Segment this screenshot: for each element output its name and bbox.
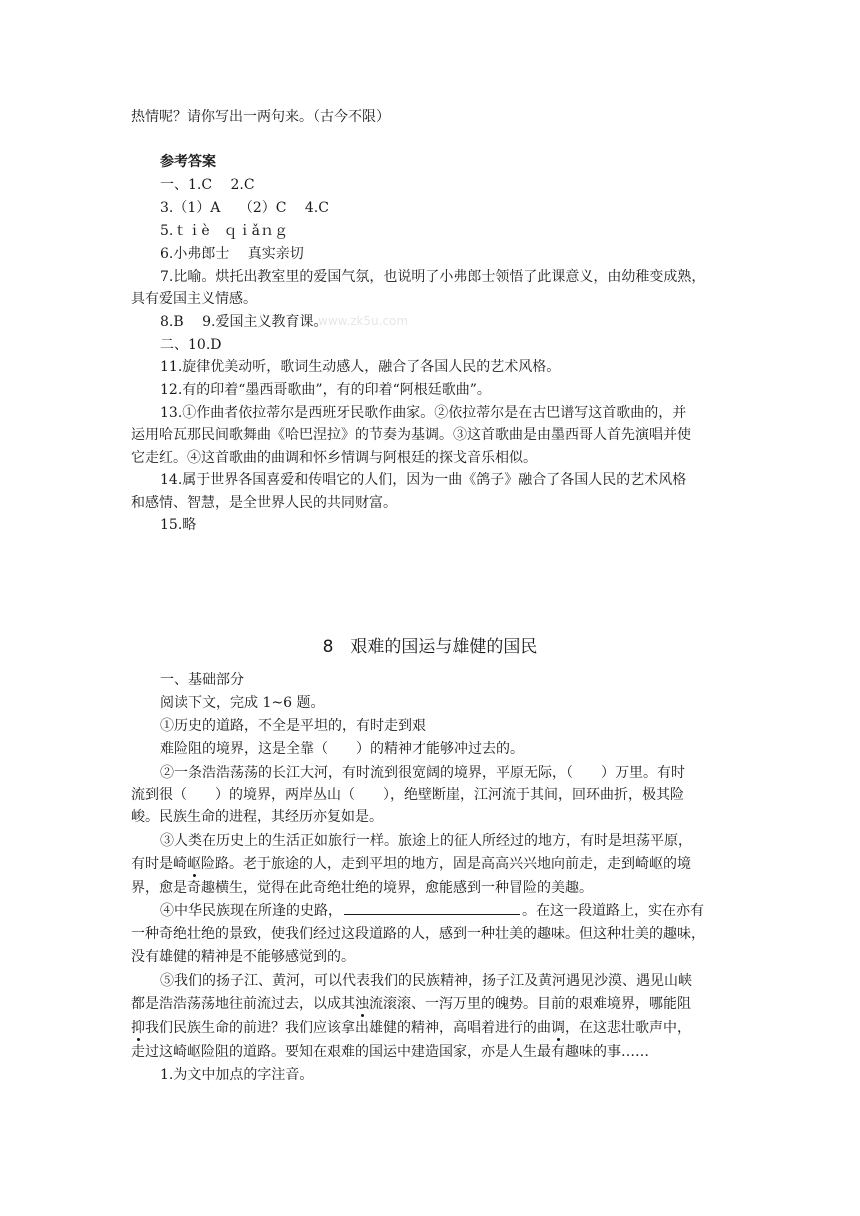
passage-line: 有时是崎岖险路。老于旅途的人，走到平坦的地方，固是高高兴兴地向前走，走到崎岖的境 [131, 856, 691, 872]
passage-line: ①历史的道路，不全是平坦的，有时走到艰 [160, 718, 426, 734]
answer-line: 11.旋律优美动听，歌词生动感人，融合了各国人民的艺术风格。 [160, 359, 561, 375]
answer-line: 3.（1）A （2）C 4.C [160, 200, 329, 216]
passage-line: ⑤我们的扬子江、黄河，可以代表我们的民族精神，扬子江及黄河遇见沙漠、遇见山峡 [160, 973, 692, 989]
answer-line: 14.属于世界各国喜爱和传唱它的人们，因为一曲《鸽子》融合了各国人民的艺术风格 [160, 472, 687, 488]
answer-line: 5.ｔｉè ｑｉǎｎｇ [160, 223, 288, 239]
continued-question-text: 热情呢？请你写出一两句来。（古今不限） [131, 109, 390, 125]
passage-line: 一种奇绝壮绝的景致，使我们经过这段道路的人，感到一种壮美的趣味。但这种壮美的趣味， [131, 926, 705, 942]
answer-line-continued: 具有爱国主义情感。 [131, 291, 257, 307]
passage-line: 走过这崎岖险阻的道路。要知在艰难的国运中建造国家，亦是人生最有趣味的事…… [131, 1044, 649, 1060]
emphasis-dot-char: 抑 [131, 1020, 145, 1036]
answer-line: 15.略 [160, 517, 197, 533]
lesson-title: 8 艰难的国运与雄健的国民 [322, 637, 538, 657]
passage-line: ③人类在历史上的生活正如旅行一样。旅途上的征人所经过的地方，有时是坦荡平原， [160, 833, 692, 849]
question-text: 1.为文中加点的字注音。 [160, 1067, 314, 1083]
passage-line: 峻。民族生命的进程，其经历亦复如是。 [131, 809, 383, 825]
answer-line: 13.①作曲者依拉蒂尔是西班牙民歌作曲家。②依拉蒂尔是在古巴谱写这首歌曲的，并 [160, 405, 687, 421]
passage-line: 抑我们民族生命的前进？我们应该拿出雄健的精神，高唱着进行的曲调，在这悲壮歌声中， [131, 1020, 691, 1036]
watermark: www.zk5u.com [318, 314, 409, 328]
emphasis-dot-char: 调 [551, 1020, 565, 1036]
passage-line: ②一条浩浩荡荡的长江大河，有时流到很宽阔的境界，平原无际，（ ）万里。有时 [160, 765, 685, 781]
fill-in-blank[interactable] [344, 902, 520, 915]
answer-line: 6.小弗郎士 真实亲切 [160, 246, 304, 262]
answer-line: 12.有的印着“墨西哥歌曲”，有的印着“阿根廷歌曲”。 [160, 382, 491, 398]
answer-line: 7.比喻。烘托出教室里的爱国气氛，也说明了小弗郎士领悟了此课意义，由幼稚变成熟， [160, 269, 706, 285]
passage-line: 流到很（ ）的境界，两岸丛山（ ），绝壁断崖，江河流于其间，回环曲折，极其险 [131, 787, 684, 803]
passage-line: ④中华民族现在所逢的史路， 。在这一段道路上，实在亦有 [160, 903, 704, 919]
section-heading: 一、基础部分 [160, 672, 244, 688]
answer-line-continued: 运用哈瓦那民间歌舞曲《哈巴涅拉》的节奏为基调。③这首歌曲是由墨西哥人首先演唱并使 [131, 427, 691, 443]
answer-line: 8.B 9.爱国主义教育课。 [160, 314, 328, 330]
answer-line-continued: 和感情、智慧，是全世界人民的共同财富。 [131, 495, 397, 511]
answer-line-continued: 它走红。④这首歌曲的曲调和怀乡情调与阿根廷的探戈音乐相似。 [131, 450, 537, 466]
emphasis-dot-char: 浊 [355, 996, 369, 1012]
instruction-text: 阅读下文，完成 1~6 题。 [160, 695, 325, 711]
emphasis-dot-char: 岖 [187, 856, 201, 872]
passage-line: 界，愈是奇趣横生，觉得在此奇绝壮绝的境界，愈能感到一种冒险的美趣。 [131, 880, 593, 896]
passage-line: 没有雄健的精神是不能够感觉到的。 [131, 949, 355, 965]
answer-line: 一、1.C 2.C [160, 177, 255, 193]
answer-line: 二、10.D [160, 337, 222, 353]
answers-heading: 参考答案 [160, 154, 216, 170]
passage-line: 难险阻的境界，这是全靠（ ）的精神才能够冲过去的。 [160, 741, 524, 757]
passage-line: 都是浩浩荡荡地往前流过去，以成其浊流滚滚、一泻万里的魄势。目前的艰难境界，哪能阻 [131, 996, 691, 1012]
